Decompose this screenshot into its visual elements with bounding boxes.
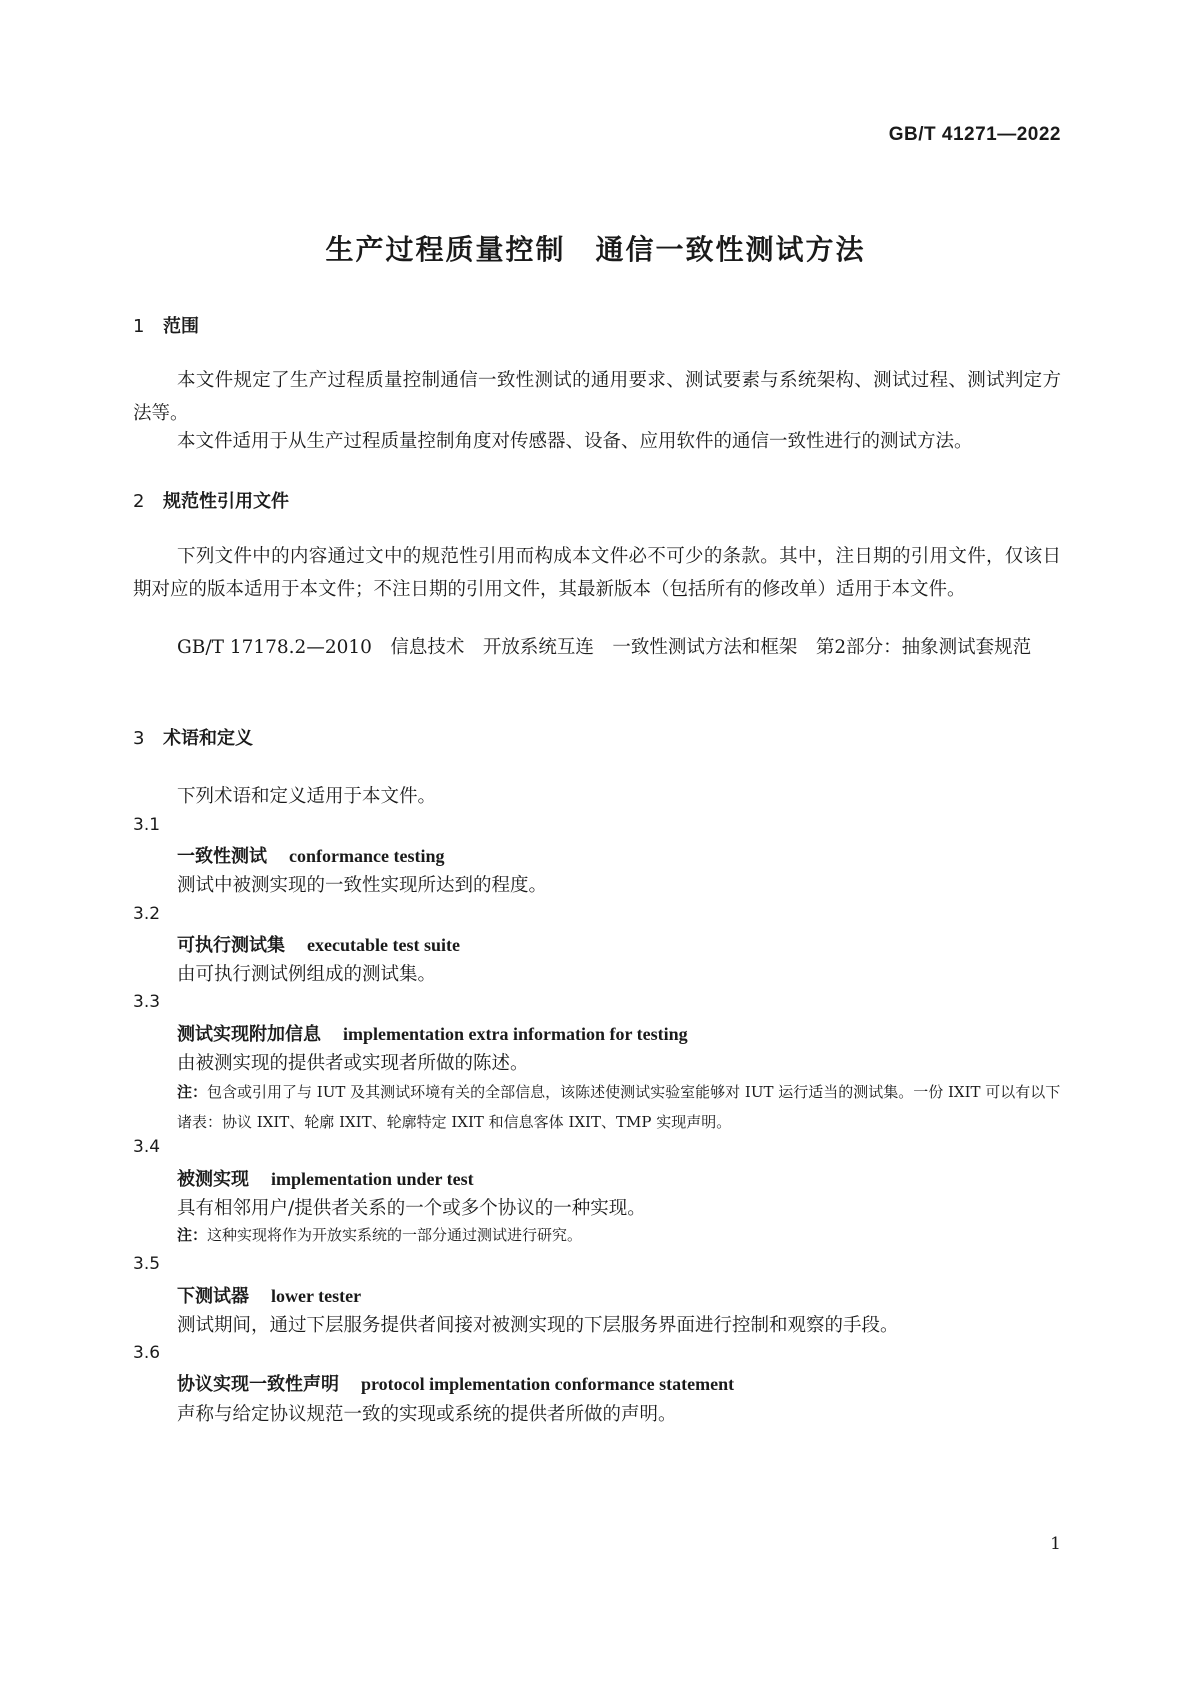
standard-code: GB/T 41271—2022	[888, 124, 1061, 145]
term-number: 3.6	[133, 1343, 161, 1363]
normative-references-paragraph: 下列文件中的内容通过文中的规范性引用而构成本文件必不可少的条款。其中，注日期的引用文件，仅该日期对应的版本适用于本文件；不注日期的引用文件，其最新版本（包括所有的修改单）适用于本文件。	[133, 546, 1061, 600]
note-label: 注：	[177, 1083, 208, 1101]
term-zh: 下测试器	[177, 1286, 249, 1307]
section-heading-scope	[133, 312, 199, 338]
note-label: 注：	[177, 1226, 208, 1244]
term-definition: 测试期间，通过下层服务提供者间接对被测实现的下层服务界面进行控制和观察的手段。	[177, 1315, 899, 1336]
term-zh: 协议实现一致性声明	[177, 1374, 339, 1395]
term-definition: 声称与给定协议规范一致的实现或系统的提供者所做的声明。	[177, 1404, 677, 1425]
scope-paragraph-1: 本文件规定了生产过程质量控制通信一致性测试的通用要求、测试要素与系统架构、测试过程、测试判定方法等。	[133, 370, 1061, 424]
term-definition: 测试中被测实现的一致性实现所达到的程度。	[177, 875, 548, 896]
term-number: 3.1	[133, 815, 161, 835]
term-heading	[177, 1165, 474, 1191]
term-zh: 一致性测试	[177, 846, 267, 867]
term-zh: 可执行测试集	[177, 935, 285, 956]
section-heading-terms-definitions	[133, 724, 253, 750]
section-number: 2	[133, 491, 145, 512]
term-en: implementation under test	[271, 1169, 474, 1189]
section-title: 范围	[163, 316, 199, 337]
section-title: 术语和定义	[163, 728, 253, 749]
term-number: 3.5	[133, 1254, 161, 1274]
section-heading-normative-references	[133, 487, 289, 513]
term-zh: 测试实现附加信息	[177, 1024, 321, 1045]
term-heading	[177, 1370, 734, 1396]
page-number: 1	[1050, 1534, 1061, 1554]
term-en: implementation extra information for testing	[343, 1024, 688, 1044]
term-definition: 由被测实现的提供者或实现者所做的陈述。	[177, 1053, 529, 1074]
term-zh: 被测实现	[177, 1169, 249, 1190]
term-note	[177, 1220, 1061, 1250]
term-number: 3.4	[133, 1137, 161, 1157]
term-en: executable test suite	[307, 935, 460, 955]
term-en: lower tester	[271, 1286, 362, 1306]
term-definition: 由可执行测试例组成的测试集。	[177, 964, 437, 985]
term-heading	[177, 931, 460, 957]
term-heading	[177, 842, 444, 868]
term-heading	[177, 1020, 688, 1046]
term-note	[177, 1077, 1061, 1137]
reference-document-entry: GB/T 17178.2—2010 信息技术 开放系统互连 一致性测试方法和框架 第2部分：抽象测试套规范	[177, 637, 1032, 658]
scope-paragraph-2: 本文件适用于从生产过程质量控制角度对传感器、设备、应用软件的通信一致性进行的测试方法。	[177, 431, 973, 452]
term-definition: 具有相邻用户/提供者关系的一个或多个协议的一种实现。	[177, 1198, 646, 1219]
section-number: 1	[133, 316, 145, 337]
document-title: 生产过程质量控制 通信一致性测试方法	[325, 233, 866, 266]
note-text: 包含或引用了与 IUT 及其测试环境有关的全部信息，该陈述使测试实验室能够对 IUT 运行适当的测试集。一份 IXIT 可以有以下诸表：协议 IXIT、轮廓 IXIT、轮廓特定 IXIT 和信息客体 IXIT、TMP 实现声明。	[177, 1083, 1061, 1131]
section-title: 规范性引用文件	[163, 491, 289, 512]
note-text: 这种实现将作为开放实系统的一部分通过测试进行研究。	[207, 1226, 583, 1244]
term-en: protocol implementation conformance statement	[361, 1374, 735, 1394]
section-number: 3	[133, 728, 145, 749]
term-heading	[177, 1282, 361, 1308]
term-en: conformance testing	[289, 846, 445, 866]
terms-intro: 下列术语和定义适用于本文件。	[177, 786, 437, 807]
term-number: 3.2	[133, 904, 161, 924]
term-number: 3.3	[133, 992, 161, 1012]
